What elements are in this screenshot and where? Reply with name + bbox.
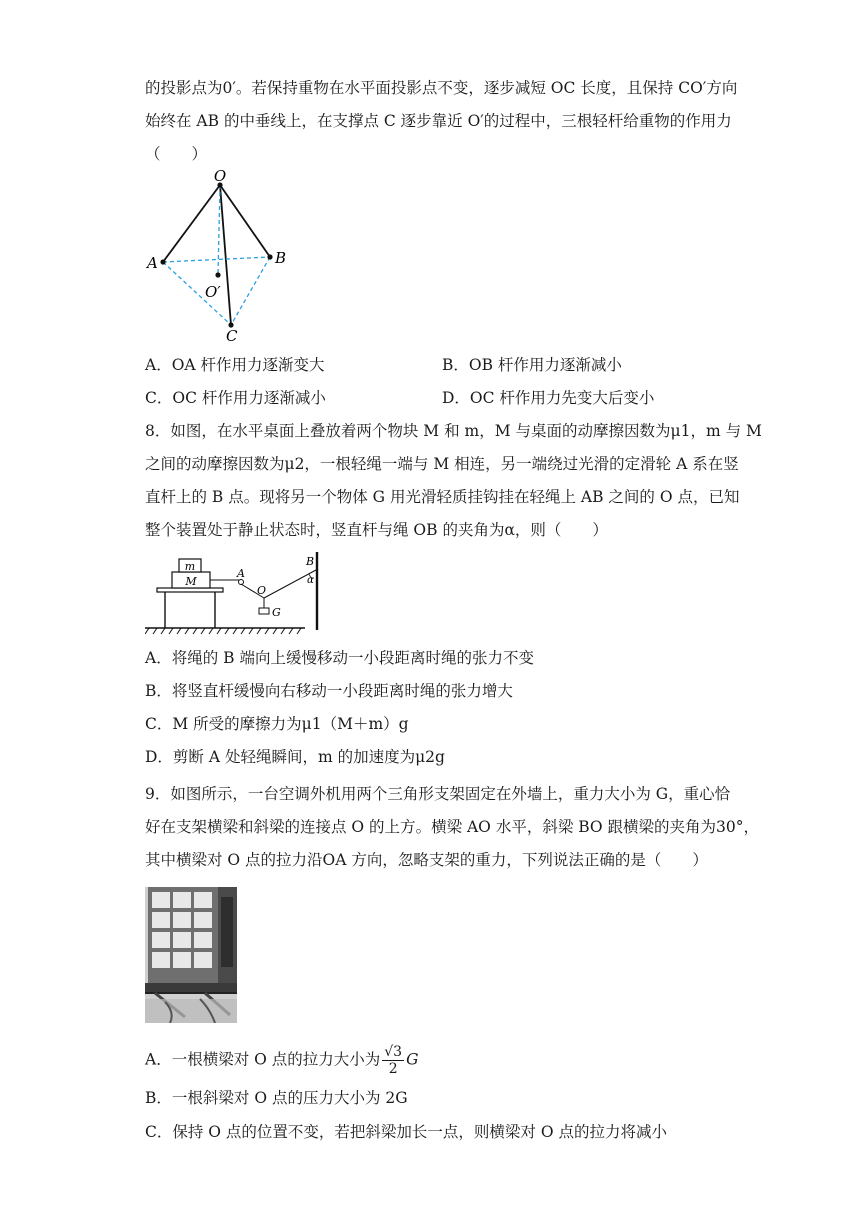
q8-option-a: A．将绳的 B 端向上缓慢移动一小段距离时绳的张力不变 (145, 649, 534, 667)
dashed-AC (163, 262, 231, 325)
q7-text-line-3: （ ） (145, 145, 208, 163)
label-m: m (184, 560, 196, 573)
q7-tripod-figure (140, 165, 300, 347)
q7-option-c: C．OC 杆作用力逐渐减小 (145, 389, 326, 407)
q8-pulley-figure (145, 550, 330, 638)
ground-hatching (145, 628, 301, 634)
label-A: A (237, 567, 245, 580)
q8-option-b: B．将竖直杆缓慢向右移动一小段距离时绳的张力增大 (145, 682, 513, 700)
label-O-prime: O′ (205, 283, 221, 301)
rod-OA (163, 185, 220, 262)
q7-option-a: A．OA 杆作用力逐渐变大 (145, 356, 325, 374)
q7-option-b: B．OB 杆作用力逐渐减小 (442, 356, 622, 374)
q9-text-line-1: 9．如图所示，一台空调外机用两个三角形支架固定在外墙上，重力大小为 G，重心恰 (145, 785, 731, 803)
q8-option-d: D．剪断 A 处轻绳瞬间，m 的加速度为μ2g (145, 748, 445, 766)
fraction-numerator: √3 (384, 1044, 403, 1060)
label-B: B (306, 555, 315, 568)
q7-text-line-1: 的投影点为0′。若保持重物在水平面投影点不变，逐步减短 OC 长度，且保持 CO′方向 (145, 79, 738, 97)
q8-text-line-4: 整个装置处于静止状态时，竖直杆与绳 OB 的夹角为α，则（ ） (145, 521, 608, 539)
rod-OC (220, 185, 231, 325)
label-B: B (275, 249, 287, 267)
label-alpha: α (307, 575, 314, 586)
label-O: O (257, 584, 267, 597)
label-A: A (147, 254, 158, 272)
q7-text-line-2: 始终在 AB 的中垂线上，在支撑点 C 逐步靠近 O′的过程中，三根轻杆给重物的作用力 (145, 112, 732, 130)
point-B (267, 254, 272, 259)
q9-option-a (145, 1044, 418, 1077)
label-O: O (213, 167, 227, 185)
pulley-A (239, 580, 244, 585)
q8-option-c: C．M 所受的摩擦力为μ1（M＋m）g (145, 715, 409, 733)
label-C: C (226, 327, 238, 345)
dashed-BC (231, 257, 270, 325)
weight-G (259, 608, 269, 614)
q9-option-c: C．保持 O 点的位置不变，若把斜梁加长一点，则横梁对 O 点的拉力将减小 (145, 1123, 667, 1141)
label-M: M (185, 575, 197, 588)
point-A (160, 259, 165, 264)
q9-option-a-suffix: G (406, 1050, 419, 1069)
q9-text-line-2: 好在支架横梁和斜梁的连接点 O 的上方。横梁 AO 水平，斜梁 BO 跟横梁的夹角为30°， (145, 818, 760, 836)
q7-option-d: D．OC 杆作用力先变大后变小 (442, 389, 655, 407)
q8-text-line-1: 8．如图，在水平桌面上叠放着两个物块 M 和 m，M 与桌面的动摩擦因数为μ1，m 与 M (145, 422, 762, 440)
q8-text-line-2: 之间的动摩擦因数为μ2，一根轻绳一端与 M 相连，另一端绕过光滑的定滑轮 A 系在竖 (145, 455, 739, 473)
label-G: G (272, 606, 281, 619)
fraction-sqrt3-over-2 (382, 1044, 404, 1077)
q9-option-a-prefix: A．一根横梁对 O 点的拉力大小为 (145, 1050, 381, 1069)
q8-text-line-3: 直杆上的 B 点。现将另一个物体 G 用光滑轻质挂钩挂在轻绳上 AB 之间的 O 点，已知 (145, 488, 740, 506)
fraction-denominator: 2 (388, 1061, 398, 1077)
point-O-prime (215, 272, 220, 277)
dashed-OO-prime (218, 185, 220, 275)
q9-air-conditioner-photo (145, 887, 237, 1023)
rod-OB (220, 185, 270, 257)
dashed-AB (163, 257, 270, 262)
q9-option-b: B．一根斜梁对 O 点的压力大小为 2G (145, 1089, 408, 1107)
q9-text-line-3: 其中横梁对 O 点的拉力沿OA 方向，忽略支架的重力，下列说法正确的是（ ） (145, 851, 708, 869)
